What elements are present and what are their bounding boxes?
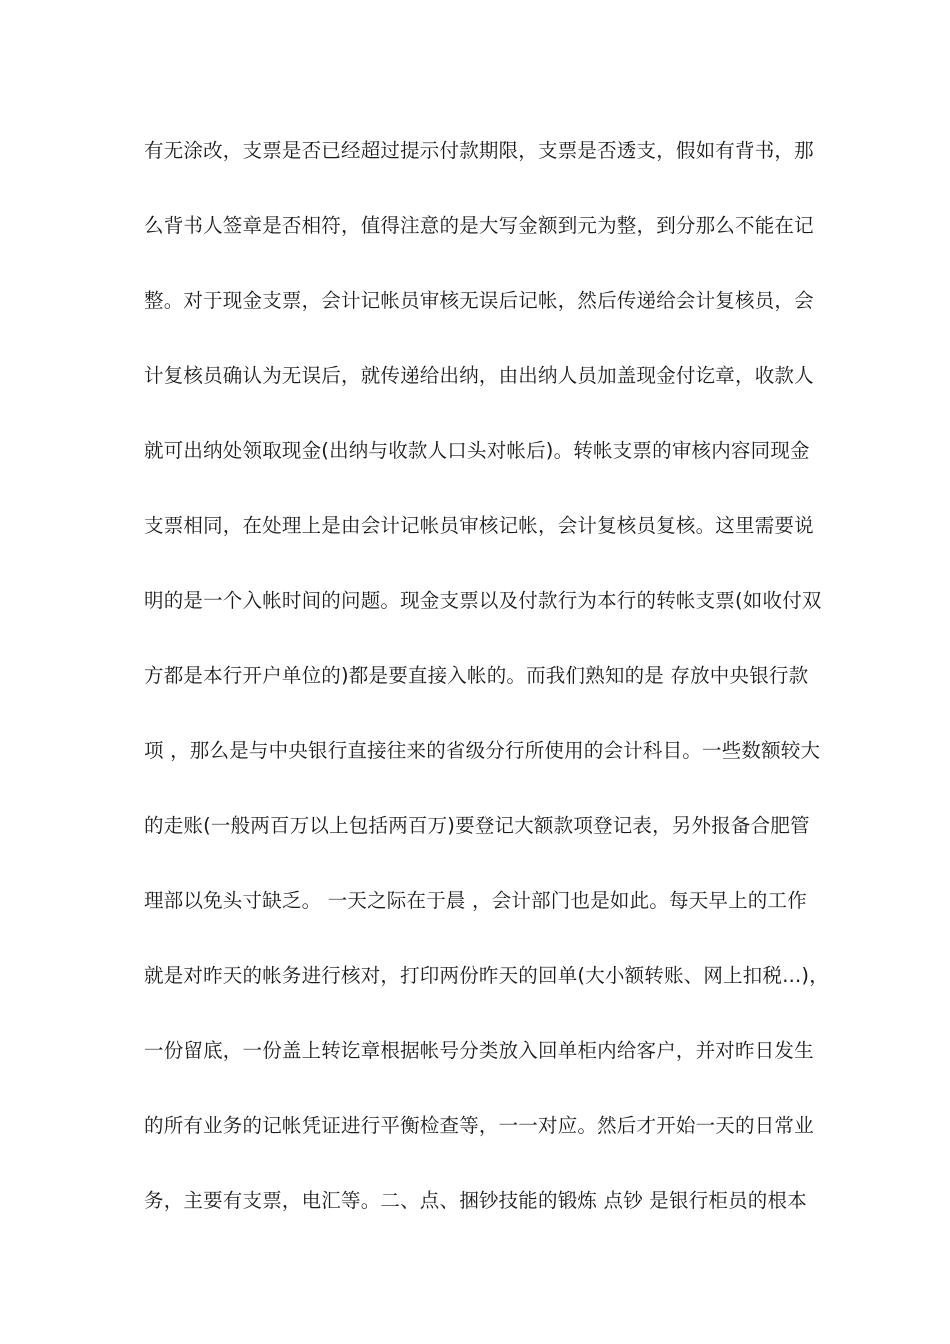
text-line-14: 的所有业务的记帐凭证进行平衡检查等，一一对应。然后才开始一天的日常业 bbox=[144, 1114, 814, 1137]
text-line-11: 理部以免头寸缺乏。 一天之际在于晨 ，会计部门也是如此。每天早上的工作 bbox=[144, 889, 807, 912]
text-line-10: 的走账(一般两百万以上包括两百万)要登记大额款项登记表，另外报备合肥管 bbox=[144, 814, 810, 837]
text-line-13: 一份留底，一份盖上转讫章根据帐号分类放入回单柜内给客户，并对昨日发生 bbox=[144, 1039, 814, 1062]
text-line-15: 务，主要有支票，电汇等。二、点、捆钞技能的锻炼 点钞 是银行柜员的根本 bbox=[144, 1189, 807, 1212]
text-line-2: 么背书人签章是否相符，值得注意的是大写金额到元为整，到分那么不能在记 bbox=[144, 214, 814, 237]
text-line-4: 计复核员确认为无误后，就传递给出纳，由出纳人员加盖现金付讫章，收款人 bbox=[144, 364, 814, 387]
text-line-1: 有无涂改，支票是否已经超过提示付款期限，支票是否透支，假如有背书，那 bbox=[144, 139, 814, 162]
text-line-8: 方都是本行开户单位的)都是要直接入帐的。而我们熟知的是 存放中央银行款 bbox=[144, 664, 809, 687]
body-text bbox=[144, 132, 829, 1257]
text-line-12: 就是对昨天的帐务进行核对，打印两份昨天的回单(大小额转账、网上扣税...)， bbox=[144, 964, 829, 987]
text-line-7: 明的是一个入帐时间的问题。现金支票以及付款行为本行的转帐支票(如收付双 bbox=[144, 589, 822, 612]
text-line-3: 整。对于现金支票，会计记帐员审核无误后记帐，然后传递给会计复核员，会 bbox=[144, 289, 814, 312]
text-line-6: 支票相同，在处理上是由会计记帐员审核记帐，会计复核员复核。这里需要说 bbox=[144, 514, 814, 537]
text-line-9: 项 ，那么是与中央银行直接往来的省级分行所使用的会计科目。一些数额较大 bbox=[144, 739, 821, 762]
text-line-5: 就可出纳处领取现金(出纳与收款人口头对帐后)。转帐支票的审核内容同现金 bbox=[144, 439, 810, 462]
